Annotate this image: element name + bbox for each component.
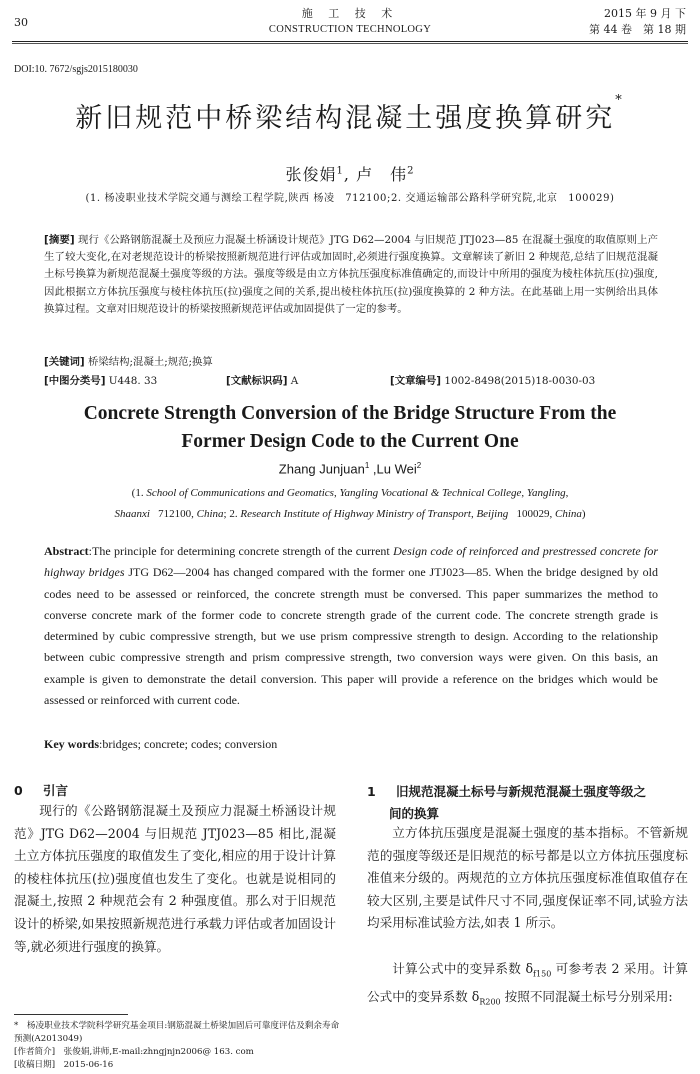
- title-footnote-marker: *: [615, 93, 625, 108]
- doc-code-label: [文献标识码]: [226, 375, 288, 387]
- affil-en-postcode1: 712100: [158, 508, 192, 520]
- affil-en-line2: Shaanxi 712100, China; 2. Research Institute of Highway Ministry of Transport, Beijing 100029, China): [114, 508, 586, 520]
- keywords-en: Key words:bridges; concrete; codes; conversion: [44, 737, 278, 751]
- section-1-number: 1: [367, 784, 376, 799]
- issue-date: 2015 年 9 月 下: [604, 7, 686, 20]
- footnotes: [14, 1020, 344, 1072]
- section-0-heading: [14, 780, 336, 799]
- keywords-cn-label: [关键词]: [44, 356, 85, 368]
- article-number-value: 1002-8498(2015)18-0030-03: [444, 375, 596, 387]
- section-0-body: 现行的《公路钢筋混凝土及预应力混凝土桥涵设计规范》JTG D62—2004 与旧规范 JTJ023—85 相比,混凝土立方体抗压强度的取值发生了变化,相应的用于设计计算的棱柱体抗压(拉)强度值也发生了变化。也就是说相同的混凝土,按照 2 种规范会有 2 种强度值。那么对于旧规范设计的桥梁,如果按照新规范进行承载力评估或者加固设计等,就必须进行强度的换算。: [14, 803, 336, 954]
- para2-sub-r200: R200: [479, 997, 501, 1007]
- article-number-label: [文章编号]: [390, 375, 442, 387]
- affil-en-province: Shaanxi: [114, 508, 150, 520]
- header-rule-thin: [12, 43, 688, 44]
- para2-text-b: 可参考表 2 采用。计算公式中的变异系数 δ: [367, 961, 688, 1005]
- title-en-line1: Concrete Strength Conversion of the Bridge Structure From the: [83, 403, 617, 424]
- section-1-title-line2: 间的换算: [389, 806, 440, 821]
- affil-en-college: Yangling Vocational & Technical College: [339, 487, 522, 499]
- abstract-en-text-b: JTG D62—2004 has changed compared with the former one JTJ023—85. When the bridge designed by old codes need to be assessed or reinforced, the concrete strength must be conversed. This paper summarizes the method to converse concrete mark of the former code to concrete strength grade of the current code. The concrete strength grade is determined by cubic compressive strength, but we use prism compressive strength to design. According to the relationship between cubic compressive strength and prism compressive strength, two conversion ways were given. On this basis, an example is given to demonstrate the detail conversion. This paper will provide a reference on the bridges which would be assessed or reinforced with current code.: [44, 565, 658, 708]
- affil-en-inst2: Research Institute of Highway Ministry of Transport: [240, 508, 471, 520]
- paper-title-en: [20, 400, 680, 456]
- section-0-number: 0: [14, 783, 23, 798]
- affil-en-city2: Beijing: [476, 508, 509, 520]
- title-cn-text: 新旧规范中桥梁结构混凝土强度换算研究: [75, 103, 616, 134]
- section-1-heading: [367, 780, 688, 824]
- keywords-en-text: bridges; concrete; codes; conversion: [102, 737, 278, 751]
- journal-name-en: CONSTRUCTION TECHNOLOGY: [268, 24, 432, 35]
- author-en-1: Zhang Junjuan: [278, 461, 365, 477]
- affil-en-inst1: School of Communications and Geomatics: [146, 487, 334, 499]
- footnote-received: [收稿日期] 2015-06-16: [14, 1060, 114, 1070]
- paper-title-cn: [0, 93, 700, 135]
- journal-name-cn: 施 工 技 术: [301, 7, 399, 20]
- abstract-en: Abstract:The principle for determining concrete strength of the current Design code of reinforced and prestressed concrete for highway bridges JTG D62—2004 has changed compared with the former one JTJ023—85. When the bridge designed by old codes need to be assessed or reinforced, the concrete strength must be conversed. This paper summarizes the method to converse concrete mark of the former code to concrete strength grade of the current code. The concrete strength grade is determined by cubic compressive strength, but we use prism compressive strength to design. According to the relationship between cubic compressive strength and prism compressive strength, two conversion ways were given. On this basis, an example is given to demonstrate the detail conversion. This paper will provide a reference on the bridges which would be assessed or reinforced with current code.: [44, 544, 659, 708]
- footnote-fund: * 杨凌职业技术学院科学研究基金项目:钢筋混凝土桥梁加固后可靠度评估及剩余寿命预测(A2013049): [14, 1021, 340, 1044]
- abstract-cn-text: 现行《公路钢筋混凝土及预应力混凝土桥涵设计规范》JTG D62—2004 与旧规范 JTJ023—85 在混凝土强度的取值原则上产生了较大变化,在对老规范设计的桥梁按照新规范进行评估或加固时,必须进行强度换算。文章解读了新旧 2 种规范,总结了旧规范混凝土标号换算为新规范混凝土强度等级的方法。强度等级是由立方体抗压强度标准值确定的,而设计中所用的强度为棱柱体抗压(拉)强度,因此根据立方体抗压强度与棱柱体抗压(拉)强度之间的关系,提出棱柱体抗压(拉)强度换算的 2 种方法。在此基础上用一实例给出具体换算过程。文章对旧规范设计的桥梁按照新规范评估或加固提供了一定的参考。: [44, 234, 658, 315]
- keywords-cn: [44, 353, 658, 368]
- author-en-separator: ,: [369, 461, 377, 477]
- author-cn-1: 张俊娟: [285, 165, 337, 184]
- section-1-para-1: 立方体抗压强度是混凝土强度的基本指标。不管新规范的强度等级还是旧规范的标号都是以立方体抗压强度标准值来分级的。两规范的立方体抗压强度标准值取值存在较大区别,主要是试件尺寸不同,强度保证率不同,试验方法均采用标准试验方法,如表 1 所示。: [367, 825, 688, 931]
- abstract-cn-label: [摘要]: [44, 234, 75, 246]
- clc-label: [中图分类号]: [44, 375, 106, 387]
- section-1-title-line1: 旧规范混凝土标号与新规范混凝土强度等级之: [396, 784, 647, 799]
- doc-code-value: A: [290, 375, 299, 387]
- title-en-line2: Former Design Code to the Current One: [181, 431, 519, 452]
- author-en-1-affil: 1: [364, 461, 370, 470]
- author-cn-2-affil: 2: [407, 165, 415, 177]
- abstract-en-label: Abstract: [44, 544, 89, 558]
- author-cn-2: 卢 伟: [356, 165, 408, 184]
- footnote-author: [作者简介] 张俊娟,讲师,E-mail:zhngjnjn2006@ 163. com: [14, 1047, 254, 1057]
- section-0-title: 引言: [43, 783, 69, 798]
- keywords-en-label: Key words: [44, 737, 99, 751]
- article-number: [390, 372, 595, 387]
- affil-en-city1: Yangling: [526, 487, 566, 499]
- affil-en-postcode2: 100029: [516, 508, 550, 520]
- para2-text-c: 按照不同混凝土标号分别采用:: [500, 989, 673, 1005]
- affil-en-country1: China: [196, 508, 224, 520]
- para2-sub-f150: f150: [533, 969, 552, 979]
- page-number: 30: [14, 16, 28, 29]
- affiliations-en: [40, 483, 660, 525]
- authors-cn: [0, 162, 700, 185]
- abstract-en-code-title: Design code of reinforced and prestressed concrete for highway bridges: [44, 544, 659, 580]
- para2-text-a: 计算公式中的变异系数 δ: [392, 961, 534, 976]
- abstract-cn: [44, 232, 658, 318]
- author-separator: ,: [343, 165, 357, 184]
- doi[interactable]: DOI:10. 7672/sgjs2015180030: [14, 64, 138, 75]
- abstract-en-text-a: The principle for determining concrete strength of the current: [92, 544, 390, 558]
- doc-code: [226, 372, 298, 387]
- clc-number: [44, 372, 157, 387]
- section-1-para-2: [367, 958, 688, 1014]
- affil-en-num1: (1.: [131, 487, 144, 499]
- header-rule: [12, 41, 688, 42]
- clc-value: U448. 33: [108, 375, 158, 387]
- author-en-2: Lu Wei: [376, 461, 417, 477]
- authors-en: [0, 461, 700, 476]
- affil-en-line1: (1. School of Communications and Geomatics, Yangling Vocational & Technical College, Yangling,: [131, 487, 569, 499]
- affiliations-cn: (1. 杨凌职业技术学院交通与测绘工程学院,陕西 杨凌 712100;2. 交通运输部公路科学研究院,北京 100029): [85, 193, 615, 204]
- affil-en-num2: 2.: [229, 508, 238, 520]
- footnote-rule: [14, 1014, 128, 1015]
- volume-issue: 第 44 卷 第 18 期: [589, 23, 686, 36]
- issue-info: [589, 6, 686, 38]
- author-cn-1-affil: 1: [336, 165, 344, 177]
- author-en-2-affil: 2: [416, 461, 422, 470]
- keywords-cn-text: 桥梁结构;混凝土;规范;换算: [87, 356, 213, 368]
- affil-en-country2: China: [554, 508, 582, 520]
